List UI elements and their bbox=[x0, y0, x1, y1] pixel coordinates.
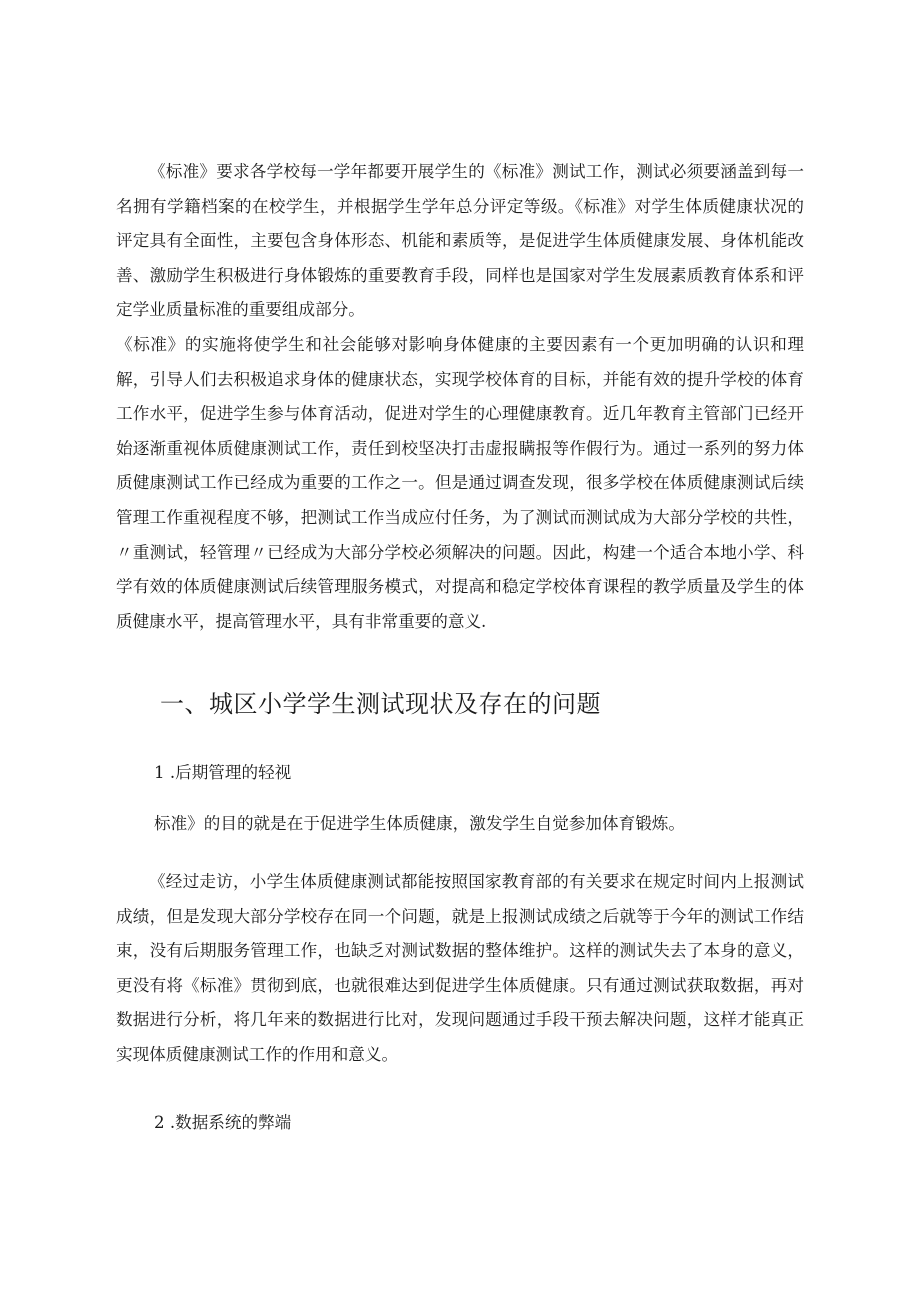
paragraph-standard-requirements: 《标准》要求各学校每一学年都要开展学生的《标准》测试工作，测试必须要涵盖到每一名拥有学籍档案的在校学生，并根据学生学年总分评定等级。《标准》对学生体质健康状况的评定具有全面性，主要包含身体形态、机能和素质等，是促进学生体质健康发展、身体机能改善、激励学生积极进行身体锻炼的重要教育手段，同样也是国家对学生发展素质教育体系和评定学业质量标准的重要组成部分。 bbox=[116, 162, 804, 320]
subsection-heading-1: 1 .后期管理的轻视 bbox=[154, 763, 292, 782]
subsection-heading-2: 2 .数据系统的弊端 bbox=[154, 1113, 292, 1132]
subsection-1-intro: 标准》的目的就是在于促进学生体质健康，激发学生自觉参加体育锻炼。 bbox=[154, 814, 685, 833]
subsection-1-body: 《经过走访，小学生体质健康测试都能按照国家教育部的有关要求在规定时间内上报测试成绩，但是发现大部分学校存在同一个问题，就是上报测试成绩之后就等于今年的测试工作结束，没有后期服务管理工作，也缺乏对测试数据的整体维护。这样的测试失去了本身的意义，更没有将《标准》贯彻到底，也就很难达到促进学生体质健康。只有通过测试获取数据，再对数据进行分析，将几年来的数据进行比对，发现问题通过手段干预去解决问题，这样才能真正实现体质健康测试工作的作用和意义。 bbox=[116, 872, 804, 1064]
section-heading: 一、城区小学学生测试现状及存在的问题 bbox=[160, 690, 601, 718]
paragraph-standard-implementation: 《标准》的实施将使学生和社会能够对影响身体健康的主要因素有一个更加明确的认识和理解，引导人们去积极追求身体的健康状态，实现学校体育的目标，并能有效的提升学校的体育工作水平，促进学生参与体育活动，促进对学生的心理健康教育。近几年教育主管部门已经开始逐渐重视体质健康测试工作，责任到校坚决打击虚报瞒报等作假行为。通过一系列的努力体质健康测试工作已经成为重要的工作之一。但是通过调查发现，很多学校在体质健康测试后续管理工作重视程度不够，把测试工作当成应付任务，为了测试而测试成为大部分学校的共性，〃重测试，轻管理〃已经成为大部分学校必须解决的问题。因此，构建一个适合本地小学、科学有效的体质健康测试后续管理服务模式，对提高和稳定学校体育课程的教学质量及学生的体质健康水平，提高管理水平，具有非常重要的意义. bbox=[116, 335, 804, 631]
